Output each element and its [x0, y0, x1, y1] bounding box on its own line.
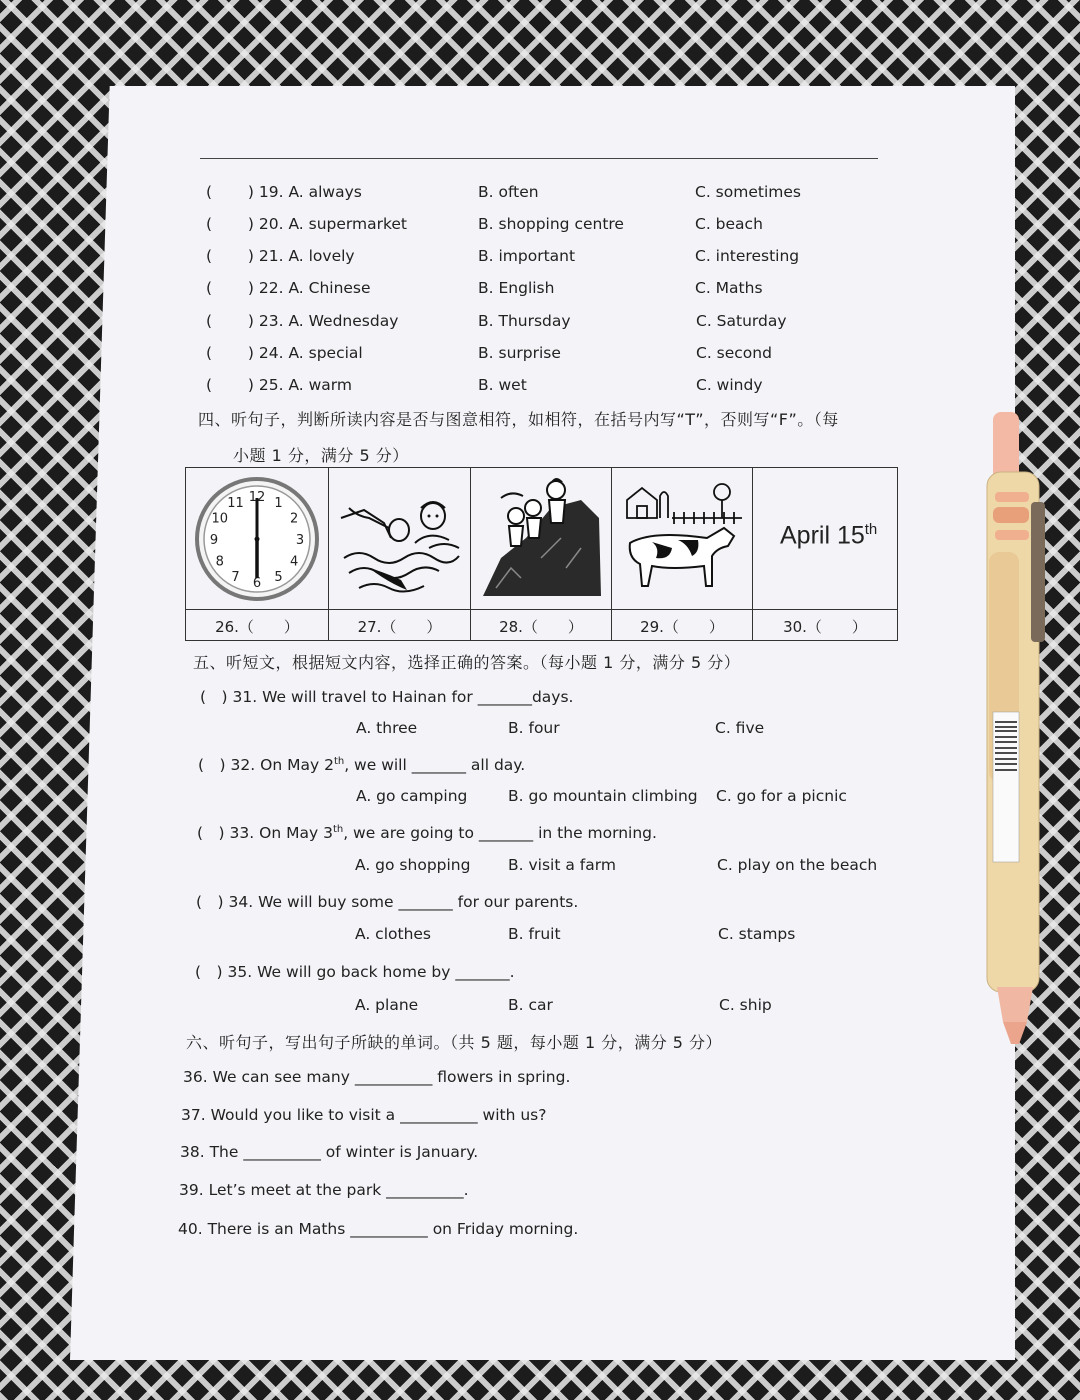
clock-number: 12 — [248, 490, 266, 505]
clock-number: 7 — [231, 570, 240, 586]
q23-option-a: A. Wednesday — [288, 312, 399, 330]
label-28: 28.（ ） — [471, 609, 612, 640]
clock-number: 1 — [274, 495, 283, 511]
q33-option-a: A. go shopping — [355, 856, 471, 874]
clock-number: 11 — [227, 495, 244, 511]
q22-row: ( ) 22. A. Chinese — [206, 279, 371, 297]
clock-number: 4 — [290, 554, 299, 570]
q32-stem: ( ) 32. On May 2th, we will _______ all day. — [198, 755, 526, 774]
q24-option-a: A. special — [288, 344, 363, 362]
q31-stem: ( ) 31. We will travel to Hainan for _______days. — [200, 688, 574, 706]
pen-icon — [983, 412, 1053, 1052]
date-text: April 15th — [780, 521, 878, 550]
q31-option-b: B. four — [508, 719, 560, 737]
label-26: 26.（ ） — [186, 609, 329, 640]
q21-option-a: A. lovely — [288, 247, 355, 265]
q20-row: ( ) 20. A. supermarket — [206, 215, 408, 233]
header-rule — [200, 158, 878, 159]
picture-table — [185, 467, 898, 641]
q34-option-b: B. fruit — [508, 925, 561, 943]
q24-option-c: C. second — [696, 344, 772, 362]
label-30: 30.（ ） — [753, 609, 897, 640]
q34-option-a: A. clothes — [355, 925, 432, 943]
q23-row: ( ) 23. A. Wednesday — [206, 312, 399, 330]
clock-number: 8 — [215, 554, 224, 570]
picture-date — [753, 468, 897, 609]
q19-option-b: B. often — [478, 183, 539, 201]
q31-option-a: A. three — [356, 719, 418, 737]
q37: 37. Would you like to visit a __________ with us? — [181, 1106, 547, 1124]
q31-option-c: C. five — [715, 719, 765, 737]
clock-number: 3 — [295, 533, 305, 548]
q33-stem: ( ) 33. On May 3th, we are going to _______ in the morning. — [197, 823, 657, 842]
q21-option-c: C. interesting — [695, 247, 800, 265]
q33-option-b: B. visit a farm — [508, 856, 616, 874]
q19-row: ( ) 19. A. always — [206, 183, 362, 201]
section6-heading: 六、听句子，写出句子所缺的单词。（共 5 题，每小题 1 分，满分 5 分） — [186, 1033, 723, 1052]
q40: 40. There is an Maths __________ on Friday morning. — [178, 1220, 579, 1238]
clock-number: 2 — [290, 511, 299, 527]
picture-swimming — [329, 468, 471, 609]
q35-option-b: B. car — [508, 996, 553, 1014]
clock-icon — [186, 468, 327, 607]
q25-option-c: C. windy — [696, 376, 763, 394]
q25-row: ( ) 25. A. warm — [206, 376, 352, 394]
section4-heading-2: 小题 1 分，满分 5 分） — [233, 446, 409, 465]
picture-farm — [612, 468, 753, 609]
q21-option-b: B. important — [478, 247, 576, 265]
label-29: 29.（ ） — [612, 609, 753, 640]
q22-option-c: C. Maths — [695, 279, 763, 297]
clock-number: 6 — [252, 576, 262, 591]
q34-option-c: C. stamps — [718, 925, 796, 943]
q39: 39. Let’s meet at the park __________. — [179, 1181, 469, 1199]
label-27: 27.（ ） — [329, 609, 471, 640]
q19-option-c: C. sometimes — [695, 183, 801, 201]
q34-stem: ( ) 34. We will buy some _______ for our parents. — [196, 893, 579, 911]
q33-option-c: C. play on the beach — [717, 856, 878, 874]
q25-option-a: A. warm — [288, 376, 352, 394]
q19-option-a: A. always — [288, 183, 362, 201]
q35-option-c: C. ship — [719, 996, 772, 1014]
q23-option-c: C. Saturday — [696, 312, 787, 330]
section5-heading: 五、听短文，根据短文内容，选择正确的答案。（每小题 1 分，满分 5 分） — [193, 653, 741, 672]
q32-option-c: C. go for a picnic — [716, 787, 847, 805]
clock-number: 9 — [209, 533, 219, 548]
q32-option-b: B. go mountain climbing — [508, 787, 698, 805]
q22-option-a: A. Chinese — [288, 279, 371, 297]
q35-option-a: A. plane — [355, 996, 419, 1014]
q35-stem: ( ) 35. We will go back home by _______. — [195, 963, 515, 981]
clock-number: 10 — [211, 511, 229, 527]
climbing-icon — [471, 468, 611, 607]
q21-row: ( ) 21. A. lovely — [206, 247, 355, 265]
q22-option-b: B. English — [478, 279, 555, 297]
picture-clock — [186, 468, 329, 609]
q32-option-a: A. go camping — [356, 787, 468, 805]
picture-climbing — [471, 468, 612, 609]
q36: 36. We can see many __________ flowers in spring. — [183, 1068, 571, 1086]
q20-option-c: C. beach — [695, 215, 763, 233]
clock-number: 5 — [274, 570, 283, 586]
q38: 38. The __________ of winter is January. — [180, 1143, 479, 1161]
swimming-icon — [329, 468, 469, 607]
q24-option-b: B. surprise — [478, 344, 561, 362]
q25-option-b: B. wet — [478, 376, 527, 394]
q23-option-b: B. Thursday — [478, 312, 571, 330]
section4-heading-1: 四、听句子，判断所读内容是否与图意相符，如相符，在括号内写“T”，否则写“F”。（每 — [198, 410, 839, 429]
farm-icon — [612, 468, 752, 607]
q20-option-b: B. shopping centre — [478, 215, 624, 233]
q20-option-a: A. supermarket — [288, 215, 408, 233]
q24-row: ( ) 24. A. special — [206, 344, 363, 362]
